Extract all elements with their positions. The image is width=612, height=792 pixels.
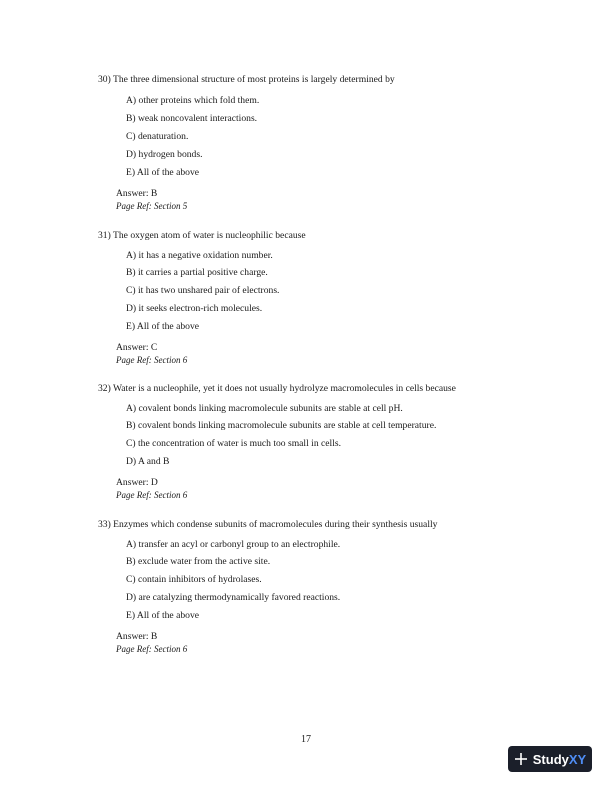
answer: Answer: B [116,631,158,642]
option-a: A) other proteins which fold them. [126,95,260,106]
option-e: E) All of the above [126,167,199,178]
question-31 [98,230,578,370]
option-d: D) it seeks electron-rich molecules. [126,303,263,314]
option-a: A) covalent bonds linking macromolecule subunits are stable at cell pH. [126,403,403,414]
option-c: C) contain inhibitors of hydrolases. [126,574,262,585]
page-ref: Page Ref: Section 6 [116,490,188,500]
answer: Answer: B [116,188,158,199]
option-e: E) All of the above [126,610,199,621]
option-d: D) A and B [126,456,170,467]
option-a: A) transfer an acyl or carbonyl group to an electrophile. [126,539,341,550]
question-33 [98,519,578,659]
option-d: D) hydrogen bonds. [126,149,203,160]
badge-word: Study [532,751,569,767]
badge-accent: XY [568,751,587,767]
page-ref: Page Ref: Section 6 [116,355,188,365]
answer: Answer: D [116,477,158,488]
option-c: C) the concentration of water is much too small in cells. [126,438,342,449]
option-c: C) it has two unshared pair of electrons. [126,285,280,296]
option-a: A) it has a negative oxidation number. [126,250,273,261]
option-c: C) denaturation. [126,131,189,142]
option-b: B) it carries a partial positive charge. [126,267,268,278]
option-b: B) exclude water from the active site. [126,556,271,567]
question-stem: 33) Enzymes which condense subunits of macromolecules during their synthesis usually [98,519,438,530]
studyxy-badge[interactable] [508,746,592,772]
plus-icon [514,752,528,766]
question-32 [98,383,578,508]
question-stem: 32) Water is a nucleophile, yet it does not usually hydrolyze macromolecules in cells because [98,383,456,394]
page-number: 17 [301,734,311,745]
question-stem: 30) The three dimensional structure of most proteins is largely determined by [98,74,395,85]
option-e: E) All of the above [126,321,199,332]
question-30 [98,74,578,214]
option-b: B) covalent bonds linking macromolecule subunits are stable at cell temperature. [126,420,437,431]
option-d: D) are catalyzing thermodynamically favored reactions. [126,592,341,603]
option-b: B) weak noncovalent interactions. [126,113,258,124]
question-stem: 31) The oxygen atom of water is nucleophilic because [98,230,306,241]
page-ref: Page Ref: Section 5 [116,201,188,211]
answer: Answer: C [116,342,158,353]
page-ref: Page Ref: Section 6 [116,644,188,654]
